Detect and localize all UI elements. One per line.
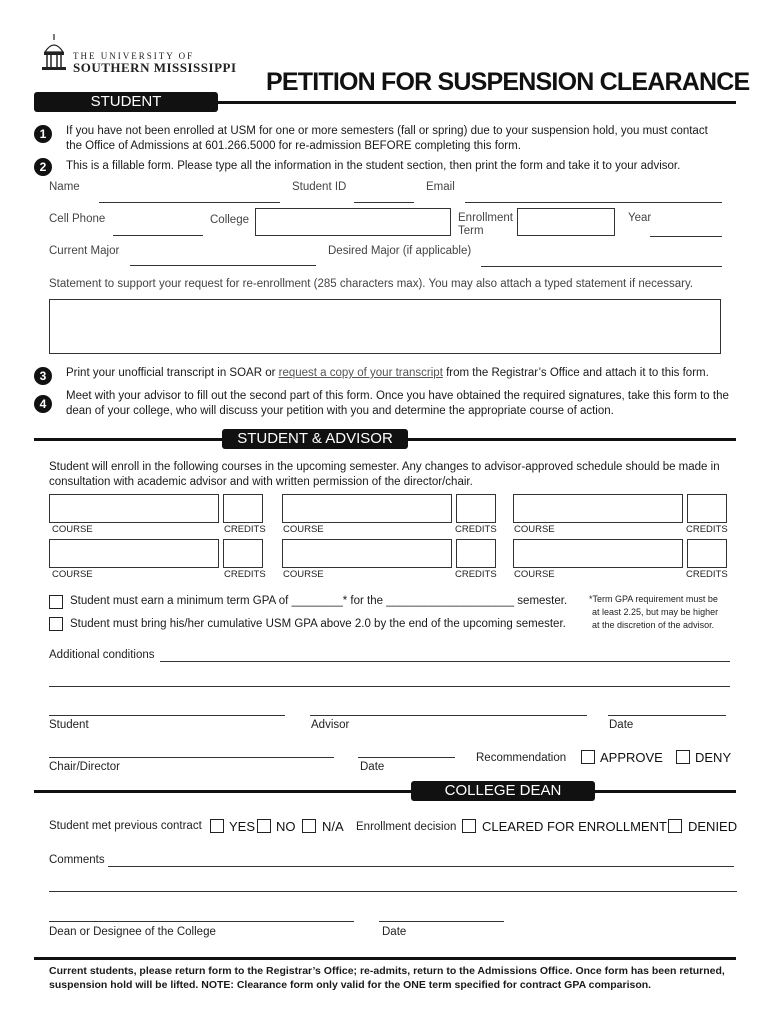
step-1-text: If you have not been enrolled at USM for one or more semesters (fall or spring) due to your suspension hold, you must contact the Office of Admissions at 601.266.5000 for re-admission BEFORE completing this form. (66, 125, 708, 152)
additional-conditions-label: Additional conditions (49, 649, 155, 661)
recommendation-label: Recommendation (476, 752, 567, 764)
additional-conditions-field[interactable] (160, 661, 730, 662)
contract-no-checkbox[interactable] (257, 819, 271, 833)
usm-logo (40, 34, 250, 74)
enrollment-term-field[interactable] (517, 208, 615, 236)
contract-na-label: N/A (322, 819, 344, 834)
student-signature-label: Student (49, 719, 89, 731)
cleared-checkbox[interactable] (462, 819, 476, 833)
gpa-term-text: Student must earn a minimum term GPA of ________* for the ____________________ semester. (70, 595, 568, 607)
step-2-text: This is a fillable form. Please type all the information in the student section, then print the form and take it to your advisor. (66, 160, 681, 172)
enrollment-decision-label: Enrollment decision (356, 821, 457, 833)
step-3-badge: 3 (34, 367, 52, 385)
course-3-field[interactable] (513, 494, 683, 523)
chair-date-line[interactable] (358, 757, 455, 758)
deny-checkbox[interactable] (676, 750, 690, 764)
course-3-label: COURSE (514, 524, 555, 535)
credits-4-field[interactable] (223, 539, 263, 568)
page-title: PETITION FOR SUSPENSION CLEARANCE (266, 68, 750, 96)
deny-label: DENY (695, 750, 732, 765)
student-signature-line[interactable] (49, 715, 285, 716)
credits-3-field[interactable] (687, 494, 727, 523)
cell-phone-field[interactable] (113, 235, 203, 236)
credits-2-field[interactable] (456, 494, 496, 523)
additional-conditions-field-2[interactable] (49, 686, 730, 687)
student-id-label: Student ID (292, 181, 347, 193)
step-3-text (66, 366, 746, 381)
advisor-date-line[interactable] (608, 715, 726, 716)
course-5-field[interactable] (282, 539, 452, 568)
footer-rule (34, 957, 736, 960)
credits-1-field[interactable] (223, 494, 263, 523)
gpa-note-line-1: *Term GPA requirement must be (589, 594, 718, 604)
transcript-link[interactable]: request a copy of your transcript (278, 367, 443, 379)
credits-1-label: CREDITS (224, 524, 266, 535)
chair-date-label: Date (360, 761, 385, 773)
credits-6-field[interactable] (687, 539, 727, 568)
step-3-text-post: from the Registrar’s Office and attach it to this form. (442, 367, 709, 379)
desired-major-field[interactable] (481, 266, 722, 267)
denied-checkbox[interactable] (668, 819, 682, 833)
credits-3-label: CREDITS (686, 524, 728, 535)
credits-5-field[interactable] (456, 539, 496, 568)
step-4-text: Meet with your advisor to fill out the second part of this form. Once you have obtained the required signatures, take this form to the dean of your college, who will discuss your petition with you and determine the appropriate course of action. (66, 390, 729, 417)
comments-label: Comments (49, 854, 105, 866)
course-5-label: COURSE (283, 569, 324, 580)
contract-yes-checkbox[interactable] (210, 819, 224, 833)
chair-label: Chair/Director (49, 761, 120, 773)
dean-section-label: COLLEGE DEAN (411, 781, 595, 801)
step-3-text-pre: Print your unofficial transcript in SOAR or (66, 367, 279, 379)
name-label: Name (49, 181, 80, 193)
statement-field[interactable] (49, 299, 721, 354)
dean-date-label: Date (382, 926, 407, 938)
approve-checkbox[interactable] (581, 750, 595, 764)
course-6-field[interactable] (513, 539, 683, 568)
advisor-signature-label: Advisor (311, 719, 350, 731)
step-2-badge: 2 (34, 158, 52, 176)
comments-field-2[interactable] (49, 891, 737, 892)
cell-phone-label: Cell Phone (49, 213, 106, 225)
course-1-label: COURSE (52, 524, 93, 535)
cleared-label: CLEARED FOR ENROLLMENT (482, 819, 667, 834)
college-field[interactable] (255, 208, 451, 236)
gpa-note (589, 593, 718, 632)
gpa-cumulative-checkbox[interactable] (49, 617, 63, 631)
logo-line-1: THE UNIVERSITY OF (73, 51, 195, 61)
year-field[interactable] (650, 236, 722, 237)
student-id-field[interactable] (354, 202, 414, 203)
email-field[interactable] (465, 202, 722, 203)
contract-yes-label: YES (229, 819, 256, 834)
denied-label: DENIED (688, 819, 738, 834)
advisor-intro-text: Student will enroll in the following courses in the upcoming semester. Any changes to advisor-approved schedule should be made in consultation with academic advisor and with written permission of the director/chair. (49, 461, 720, 488)
met-contract-label: Student met previous contract (49, 820, 202, 832)
comments-field[interactable] (108, 866, 734, 867)
credits-6-label: CREDITS (686, 569, 728, 580)
college-label: College (210, 214, 249, 226)
dean-date-line[interactable] (379, 921, 504, 922)
course-4-label: COURSE (52, 569, 93, 580)
chair-signature-line[interactable] (49, 757, 334, 758)
dome-icon (40, 34, 68, 74)
credits-2-label: CREDITS (455, 524, 497, 535)
credits-4-label: CREDITS (224, 569, 266, 580)
advisor-section-label: STUDENT & ADVISOR (222, 429, 408, 449)
dean-signature-line[interactable] (49, 921, 354, 922)
gpa-cumulative-text: Student must bring his/her cumulative USM GPA above 2.0 by the end of the upcoming semester. (70, 618, 566, 630)
student-section-label: STUDENT (34, 92, 218, 112)
step-4-badge: 4 (34, 395, 52, 413)
enrollment-term-label: Enrollment Term (458, 212, 513, 237)
gpa-note-line-2: at least 2.25, but may be higher (592, 607, 719, 617)
course-1-field[interactable] (49, 494, 219, 523)
current-major-field[interactable] (130, 265, 316, 266)
contract-na-checkbox[interactable] (302, 819, 316, 833)
step-1-badge: 1 (34, 125, 52, 143)
course-6-label: COURSE (514, 569, 555, 580)
credits-5-label: CREDITS (455, 569, 497, 580)
advisor-signature-line[interactable] (310, 715, 587, 716)
name-field[interactable] (99, 202, 280, 203)
current-major-label: Current Major (49, 245, 120, 257)
approve-label: APPROVE (600, 750, 663, 765)
year-label: Year (628, 212, 652, 224)
statement-label: Statement to support your request for re-enrollment (285 characters max). You may also attach a typed statement if necessary. (49, 278, 694, 290)
dean-signature-label: Dean or Designee of the College (49, 926, 216, 938)
course-4-field[interactable] (49, 539, 219, 568)
gpa-note-line-3: at the discretion of the advisor. (592, 620, 715, 630)
course-2-field[interactable] (282, 494, 452, 523)
contract-no-label: NO (276, 819, 296, 834)
dean-section-rule (34, 790, 736, 793)
course-2-label: COURSE (283, 524, 324, 535)
gpa-term-checkbox[interactable] (49, 595, 63, 609)
advisor-date-label: Date (609, 719, 634, 731)
logo-line-2: SOUTHERN MISSISSIPPI (73, 60, 237, 75)
footer-note: Current students, please return form to the Registrar’s Office; re-admits, return to the Admissions Office. Once form has been returned, suspension hold will be lifted. NOTE: Clearance form only valid for the ONE term specified for contract GPA comparison. (49, 965, 725, 991)
desired-major-label: Desired Major (if applicable) (328, 245, 472, 257)
email-label: Email (426, 181, 455, 193)
